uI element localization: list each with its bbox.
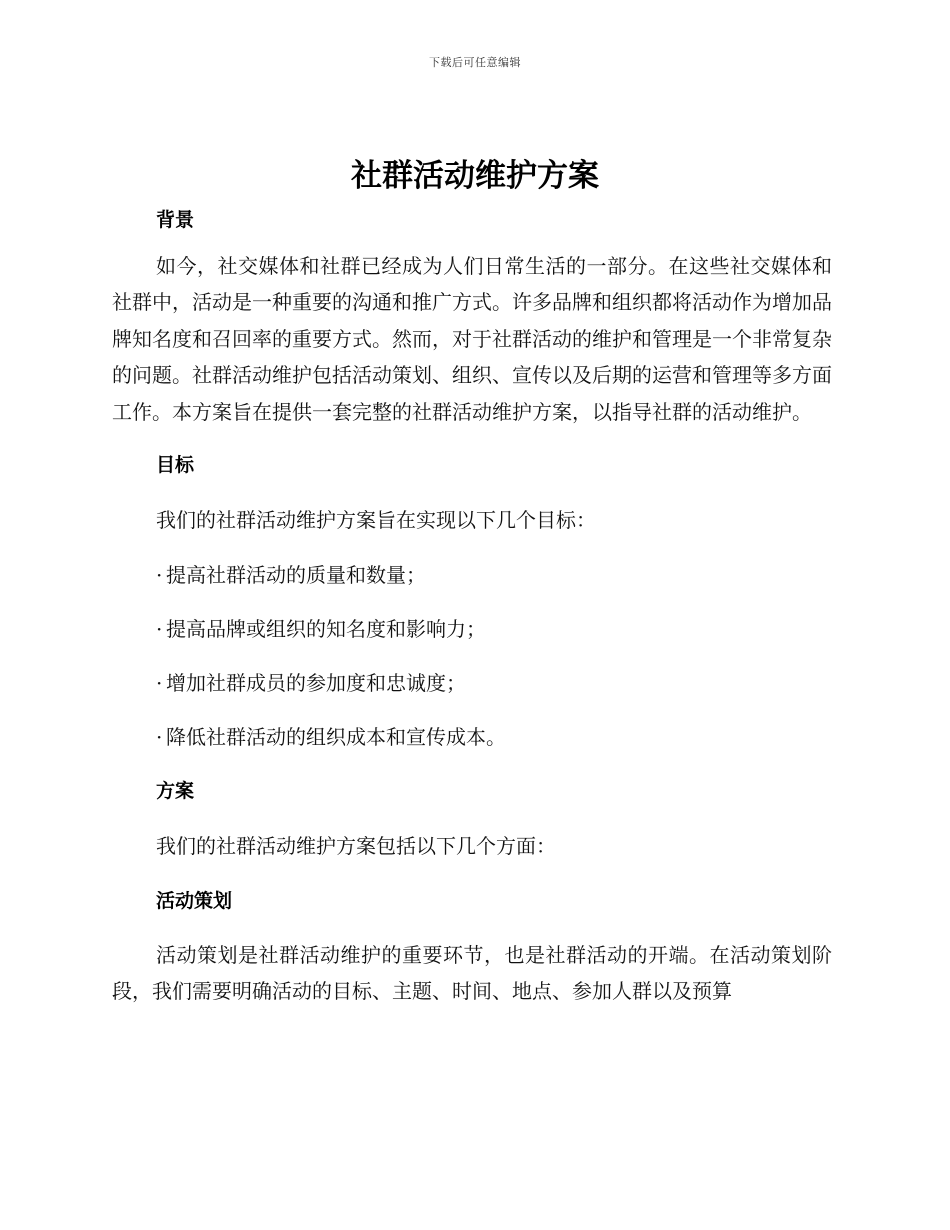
goal-item: · 增加社群成员的参加度和忠诚度； — [112, 667, 832, 699]
header-watermark: 下载后可任意编辑 — [429, 56, 521, 69]
goal-item: · 提高品牌或组织的知名度和影响力； — [112, 613, 832, 645]
goal-item: · 降低社群活动的组织成本和宣传成本。 — [112, 721, 832, 753]
goal-item: · 提高社群活动的质量和数量； — [112, 559, 832, 591]
planning-paragraph: 活动策划是社群活动维护的重要环节，也是社群活动的开端。在活动策划阶段，我们需要明确活动的目标、主题、时间、地点、参加人群以及预算 — [112, 943, 832, 1004]
bullet-icon: · — [156, 725, 163, 750]
bullet-icon: · — [156, 563, 163, 588]
bullet-icon: · — [156, 617, 163, 642]
section-heading-background: 背景 — [156, 209, 195, 231]
background-paragraph: 如今，社交媒体和社群已经成为人们日常生活的一部分。在这些社交媒体和社群中，活动是一种重要的沟通和推广方式。许多品牌和组织都将活动作为增加品牌知名度和召回率的重要方式。然而，对于社群活动的维护和管理是一个非常复杂的问题。社群活动维护包括活动策划、组织、宣传以及后期的运营和管理等多方面工作。本方案旨在提供一套完整的社群活动维护方案，以指导社群的活动维护。 — [112, 254, 832, 424]
document-body — [112, 204, 832, 1010]
goals-intro: 我们的社群活动维护方案旨在实现以下几个目标： — [156, 508, 596, 533]
document-title: 社群活动维护方案 — [351, 158, 599, 194]
bullet-icon: · — [156, 671, 163, 696]
plan-intro: 我们的社群活动维护方案包括以下几个方面： — [156, 834, 556, 859]
section-heading-goals: 目标 — [156, 454, 195, 477]
section-heading-plan: 方案 — [156, 780, 195, 803]
section-heading-planning: 活动策划 — [156, 890, 233, 913]
